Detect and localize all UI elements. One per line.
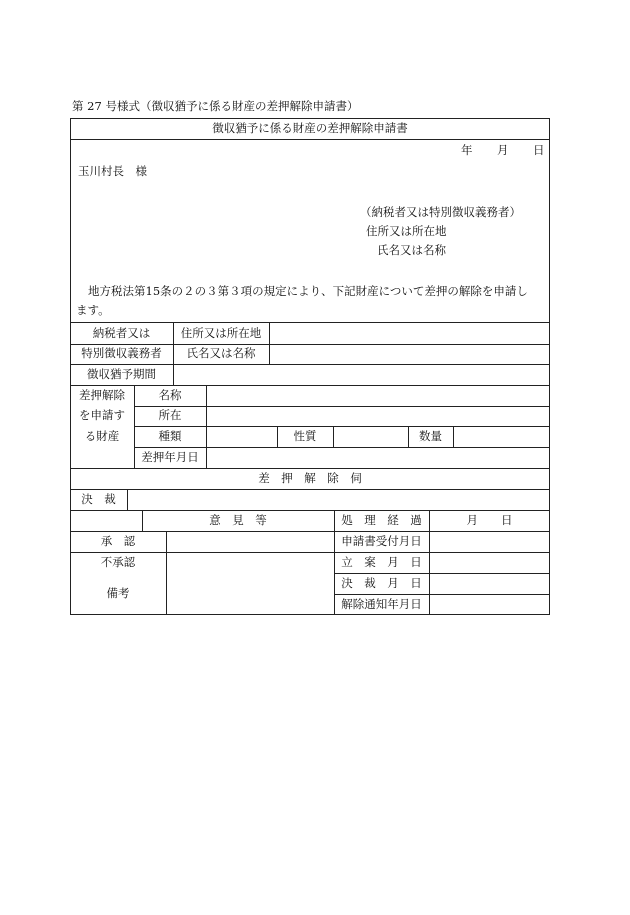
property-label-1: 差押解除 (79, 388, 125, 402)
taxpayer-label-1: 納税者又は (92, 326, 151, 340)
taxpayer-name-label: 氏名又は名称 (186, 346, 256, 360)
opinion-label: 意 見 等 (209, 513, 267, 527)
deferral-period-label: 徴収猶予期間 (87, 367, 156, 381)
property-nature-label: 性質 (293, 429, 317, 443)
property-label-3: る財産 (84, 429, 120, 443)
date-month-label: 月 (497, 143, 509, 157)
applicant-address-label: 住所又は所在地 (366, 224, 447, 238)
statement-line-1: 地方税法第15条の２の３第３項の規定により、下記財産について差押の解除を申請し (88, 284, 528, 298)
property-label-2: を申請す (79, 408, 125, 422)
inquiry-heading: 差 押 解 除 伺 (258, 471, 362, 485)
form-title: 徴収猶予に係る財産の差押解除申請書 (212, 121, 408, 135)
date-day-label: 日 (533, 143, 545, 157)
decision-date-label: 決 裁 月 日 (341, 576, 422, 590)
decision-label: 決 裁 (81, 492, 116, 506)
property-quantity-label: 数量 (419, 429, 442, 443)
remarks-label: 備考 (106, 586, 130, 600)
taxpayer-address-label: 住所又は所在地 (180, 326, 262, 340)
approve-label: 承 認 (100, 534, 136, 548)
form-number-caption: 第 27 号様式（徴収猶予に係る財産の差押解除申請書） (72, 99, 359, 113)
addressee: 玉川村長 様 (78, 164, 147, 178)
applicant-name-label: 氏名又は名称 (377, 243, 446, 257)
date-year-label: 年 (461, 143, 473, 157)
seizure-date-label: 差押年月日 (141, 450, 199, 464)
receipt-date-label: 申請書受付月日 (341, 534, 422, 548)
title-divider (70, 139, 550, 140)
applicant-role: （納税者又は特別徴収義務者） (360, 205, 521, 219)
property-location-label: 所在 (158, 408, 182, 422)
disapprove-label: 不承認 (100, 555, 136, 569)
process-label: 処 理 経 過 (341, 513, 422, 527)
taxpayer-label-2: 特別徴収義務者 (81, 346, 162, 360)
property-name-label: 名称 (158, 388, 182, 402)
month-day-label: 月 日 (466, 513, 513, 527)
property-type-label: 種類 (158, 429, 182, 443)
statement-line-2: ます。 (76, 303, 110, 317)
draft-date-label: 立 案 月 日 (341, 555, 422, 569)
notice-date-label: 解除通知年月日 (341, 597, 422, 611)
